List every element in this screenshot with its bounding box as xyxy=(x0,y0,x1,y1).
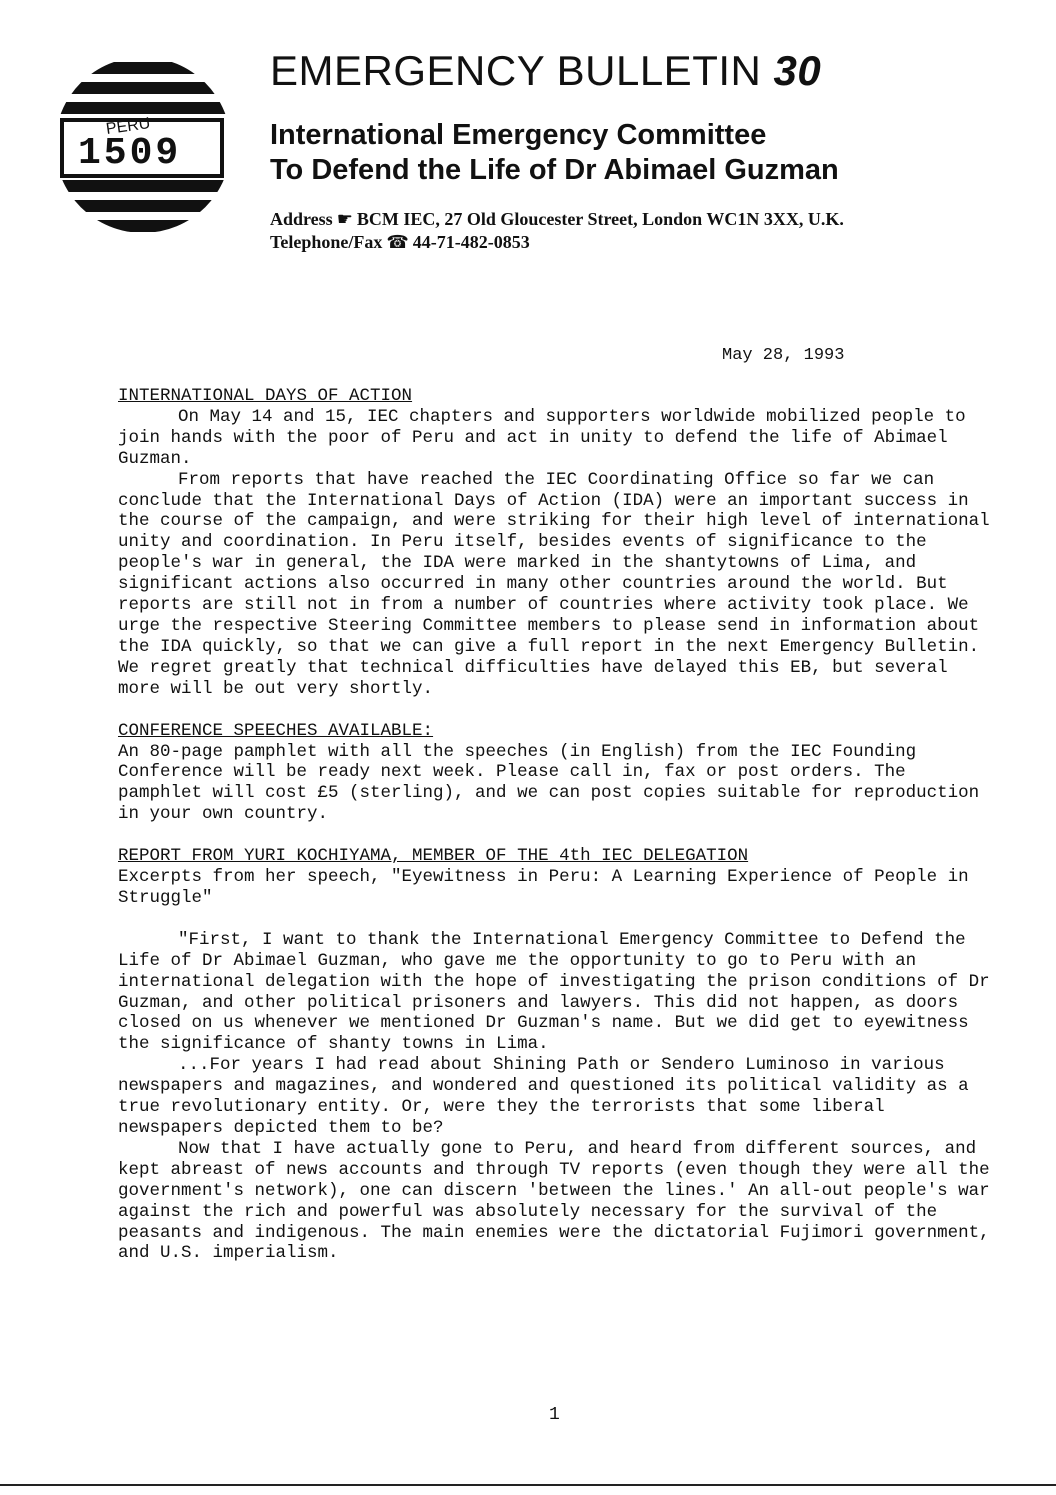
bulletin-title xyxy=(270,48,1010,94)
telephone-icon: ☎ xyxy=(386,232,409,253)
section-heading-conference: CONFERENCE SPEECHES AVAILABLE: xyxy=(118,720,434,741)
report-paragraph-1: "First, I want to thank the International Emergency Committee to Defend the Life of Dr Abimael Guzman, who gave me the opportunity to go to Peru with an international delegation with the hope of investigating the prison conditions of Dr Guzman, and other political prisoners and lawyers. This did not happen, as doors closed on us whenever we mentioned Dr Guzman's name. But we did get to eyewitness the significance of shanty towns in Lima. xyxy=(118,929,1001,1055)
bulletin-date: May 28, 1993 xyxy=(722,346,845,365)
prisoner-badge-logo xyxy=(48,50,238,240)
section-heading-ida: INTERNATIONAL DAYS OF ACTION xyxy=(118,386,413,406)
phone-line xyxy=(270,231,1010,254)
bottom-rule xyxy=(0,1484,1056,1486)
bulletin-body xyxy=(118,386,1001,1264)
report-paragraph-3: Now that I have actually gone to Peru, and heard from different sources, and kept abreast of news accounts and through TV reports (even though they were all the government's network), one can discern 'between the lines.' An all-out people's war against the rich and powerful was absolutely necessary for the survival of the peasants and indigenous. The main enemies were the dictatorial Fujimori government, and U.S. imperialism. xyxy=(118,1138,1001,1264)
ida-paragraph-1: On May 14 and 15, IEC chapters and supporters worldwide mobilized people to join hands with the poor of Peru and act in unity to defend the life of Abimael Guzman. xyxy=(118,406,977,469)
ida-paragraph-2: From reports that have reached the IEC Coordinating Office so far we can conclude that the International Days of Action (IDA) were an important success in the course of the campaign, and were striking for their high level of international unity and coordination. In Peru itself, besides events of significance to the people's war in general, the IDA were marked in the shantytowns of Lima, and significant actions also occurred in many other countries around the world. But reports are still not in from a number of countries where activity took place. We urge the respective Steering Committee members to please send in information about the IDA quickly, so that we can give a full report in the next Emergency Bulletin. We regret greatly that technical difficulties have delayed this EB, but several more will be out very shortly. xyxy=(118,469,1001,699)
report-intro: Excerpts from her speech, "Eyewitness in Peru: A Learning Experience of People in Struggle" xyxy=(118,867,980,908)
phone-label: Telephone/Fax xyxy=(270,232,383,253)
org-line-2: To Defend the Life of Dr Abimael Guzman xyxy=(270,153,839,186)
address-line xyxy=(270,208,1010,231)
contact-block xyxy=(270,208,1010,255)
pointing-hand-icon: ☛ xyxy=(336,208,353,229)
section-heading-report: REPORT FROM YURI KOCHIYAMA, MEMBER OF THE 4th IEC DELEGATION xyxy=(118,846,749,867)
logo-number: 1509 xyxy=(78,132,182,175)
conference-paragraph: An 80-page pamphlet with all the speeches (in English) from the IEC Founding Conference will be ready next week. Please call in, fax or post orders. The pamphlet will cost £5 (sterling), and we can post copies suitable for reproduction in your own country. xyxy=(118,741,990,825)
logo-country: PERU xyxy=(104,114,152,139)
masthead xyxy=(270,48,1010,255)
phone-number: 44-71-482-0853 xyxy=(412,232,530,253)
report-paragraph-2: ...For years I had read about Shining Path or Sendero Luminoso in various newspapers and magazines, and wondered and questioned its political validity as a true revolutionary entity. Or, were they the terrorists that some liberal newspapers depicted them to be? xyxy=(118,1055,980,1138)
bulletin-issue-number: 30 xyxy=(773,47,822,94)
address-label: Address xyxy=(270,208,333,229)
org-line-1: International Emergency Committee xyxy=(270,119,767,152)
address-text: BCM IEC, 27 Old Gloucester Street, London WC1N 3XX, U.K. xyxy=(356,208,844,229)
organization-name xyxy=(270,118,1010,188)
page-number: 1 xyxy=(549,1405,560,1425)
bulletin-title-text: EMERGENCY BULLETIN xyxy=(270,47,762,94)
